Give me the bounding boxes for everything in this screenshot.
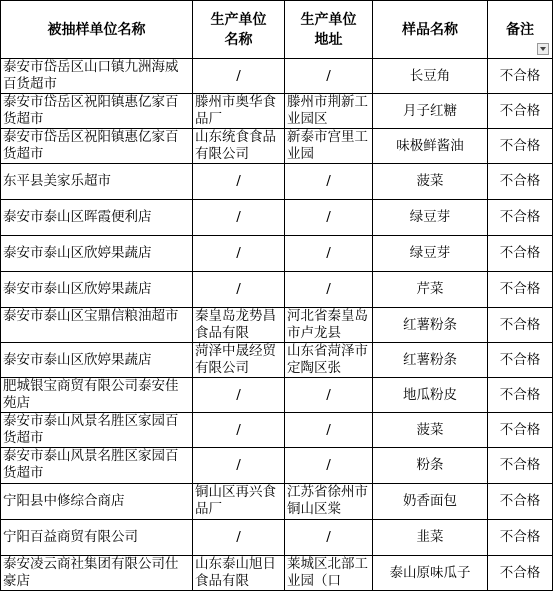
table-row — [1, 308, 553, 343]
cell-unit-text: 泰安市泰山区欣婷果蔬店 — [3, 281, 152, 297]
cell-unit-text: 泰安市泰山区晖霞便利店 — [3, 209, 152, 225]
cell-producer-address — [285, 484, 373, 520]
cell-producer-address-text: / — [326, 209, 331, 225]
cell-sample-name — [373, 236, 488, 272]
cell-sample-name-text: 泰山原味瓜子 — [389, 564, 471, 581]
cell-unit — [1, 556, 193, 591]
cell-producer-name — [193, 164, 285, 200]
cell-unit-text: 泰安市岱岳区祝阳镇惠亿家百货超市 — [3, 129, 179, 162]
cell-note — [488, 129, 553, 164]
cell-sample-name — [373, 129, 488, 164]
cell-producer-address-text: 莱城区北部工业园（口 — [287, 556, 368, 589]
cell-producer-name — [193, 129, 285, 164]
cell-sample-name-text: 红薯粉条 — [403, 351, 457, 368]
cell-sample-name-text: 菠菜 — [416, 421, 444, 438]
cell-note — [488, 200, 553, 236]
cell-note-text: 不合格 — [499, 564, 541, 581]
cell-note-text: 不合格 — [499, 529, 541, 545]
filter-dropdown-icon[interactable] — [537, 43, 549, 55]
cell-producer-address — [285, 164, 373, 200]
cell-note-text: 不合格 — [499, 457, 541, 473]
cell-unit — [1, 343, 193, 378]
cell-producer-address-text: 山东省菏泽市定陶区张 — [287, 343, 368, 376]
cell-sample-name-text: 菠菜 — [416, 173, 444, 189]
cell-sample-name-text: 韭菜 — [416, 529, 444, 545]
cell-note — [488, 59, 553, 94]
cell-note — [488, 484, 553, 520]
cell-sample-name-text: 绿豆芽 — [409, 245, 451, 261]
header-unit: 被抽样单位名称 — [1, 1, 193, 59]
cell-sample-name — [373, 272, 488, 308]
cell-unit-text: 泰安凌云商社集团有限公司仕豪店 — [3, 556, 179, 589]
table-row — [1, 556, 553, 591]
cell-note-text: 不合格 — [499, 245, 541, 261]
cell-producer-address-text: / — [326, 457, 331, 473]
cell-producer-name-text: / — [236, 529, 241, 545]
cell-unit-text: 宁阳百益商贸有限公司 — [3, 529, 138, 545]
cell-unit — [1, 413, 193, 448]
cell-producer-address — [285, 272, 373, 308]
cell-producer-address-text: / — [326, 421, 331, 438]
cell-sample-name — [373, 413, 488, 448]
cell-note-text: 不合格 — [499, 493, 541, 509]
cell-producer-address-text: / — [326, 529, 331, 545]
cell-producer-address — [285, 343, 373, 378]
cell-sample-name — [373, 200, 488, 236]
table-row — [1, 94, 553, 129]
cell-note-text: 不合格 — [499, 137, 541, 154]
cell-note-text: 不合格 — [499, 316, 541, 333]
cell-producer-name-text: 铜山区再兴食品厂 — [195, 484, 276, 517]
cell-sample-name — [373, 448, 488, 484]
cell-producer-name-text: 菏泽中晟经贸有限公司 — [195, 343, 276, 376]
cell-sample-name — [373, 556, 488, 591]
cell-sample-name — [373, 308, 488, 343]
cell-unit-text: 东平县美家乐超市 — [3, 173, 111, 189]
cell-unit-text: 泰安市岱岳区山口镇九洲海威百货超市 — [3, 59, 179, 92]
cell-note-text: 不合格 — [499, 102, 541, 119]
cell-producer-name — [193, 448, 285, 484]
cell-producer-name-text: / — [236, 67, 241, 84]
table-row — [1, 236, 553, 272]
table-row — [1, 520, 553, 556]
table-row — [1, 59, 553, 94]
cell-producer-name — [193, 378, 285, 413]
cell-unit-text: 泰安市泰山风景名胜区家园百货超市 — [3, 448, 179, 481]
cell-unit-text: 泰安市泰山风景名胜区家园百货超市 — [3, 413, 179, 446]
cell-unit — [1, 94, 193, 129]
cell-producer-name-text: 山东统食食品有限公司 — [195, 129, 276, 162]
cell-unit — [1, 236, 193, 272]
cell-producer-address — [285, 556, 373, 591]
cell-unit-text: 宁阳县中修综合商店 — [3, 493, 125, 509]
cell-producer-name-text: 滕州市奥华食品厂 — [195, 94, 276, 127]
cell-sample-name — [373, 484, 488, 520]
cell-producer-name — [193, 308, 285, 343]
table-row — [1, 164, 553, 200]
table-row — [1, 413, 553, 448]
cell-producer-address-text: / — [326, 67, 331, 84]
cell-unit — [1, 164, 193, 200]
cell-producer-name-text: / — [236, 421, 241, 438]
cell-sample-name — [373, 378, 488, 413]
cell-producer-name-text: / — [236, 457, 241, 473]
cell-note — [488, 343, 553, 378]
cell-note — [488, 164, 553, 200]
cell-sample-name — [373, 520, 488, 556]
cell-sample-name — [373, 59, 488, 94]
cell-note-text: 不合格 — [499, 173, 541, 189]
cell-unit — [1, 129, 193, 164]
cell-producer-name — [193, 272, 285, 308]
header-sample-name: 样品名称 — [373, 1, 488, 59]
cell-note-text: 不合格 — [499, 209, 541, 225]
cell-producer-name-text: / — [236, 209, 241, 225]
cell-producer-address — [285, 59, 373, 94]
cell-unit-text: 泰安市泰山区欣婷果蔬店 — [3, 351, 152, 368]
cell-producer-address — [285, 378, 373, 413]
cell-sample-name-text: 长豆角 — [409, 67, 451, 84]
cell-producer-address-text: 新泰市宫里工业园 — [287, 129, 368, 162]
cell-sample-name — [373, 343, 488, 378]
header-producer-name: 生产单位 名称 — [193, 1, 285, 59]
cell-sample-name-text: 绿豆芽 — [409, 209, 451, 225]
table-row — [1, 129, 553, 164]
cell-unit-text: 泰安市岱岳区祝阳镇惠亿家百货超市 — [3, 94, 179, 127]
header-row — [1, 1, 553, 59]
cell-note-text: 不合格 — [499, 281, 541, 297]
cell-producer-address — [285, 520, 373, 556]
cell-producer-address — [285, 413, 373, 448]
cell-note-text: 不合格 — [499, 67, 541, 84]
table-row — [1, 200, 553, 236]
cell-unit — [1, 484, 193, 520]
cell-producer-address — [285, 448, 373, 484]
cell-note — [488, 520, 553, 556]
cell-unit — [1, 448, 193, 484]
cell-note — [488, 556, 553, 591]
cell-producer-name — [193, 200, 285, 236]
table-row — [1, 484, 553, 520]
cell-producer-address-text: / — [326, 245, 331, 261]
cell-producer-address — [285, 94, 373, 129]
cell-unit — [1, 59, 193, 94]
cell-unit — [1, 308, 193, 343]
header-note-label: 备注 — [506, 21, 534, 38]
cell-producer-address-text: 滕州市荆新工业园区 — [287, 94, 368, 127]
cell-sample-name-text: 红薯粉条 — [403, 316, 457, 333]
cell-unit — [1, 272, 193, 308]
cell-sample-name-text: 奶香面包 — [403, 493, 457, 509]
cell-sample-name — [373, 164, 488, 200]
cell-note — [488, 378, 553, 413]
cell-producer-address — [285, 308, 373, 343]
cell-producer-name-text: / — [236, 386, 241, 403]
cell-producer-address — [285, 129, 373, 164]
cell-sample-name — [373, 94, 488, 129]
table-row — [1, 272, 553, 308]
cell-producer-address-text: 河北省秦皇岛市卢龙县 — [287, 308, 368, 341]
header-producer-address: 生产单位 地址 — [285, 1, 373, 59]
cell-producer-name — [193, 94, 285, 129]
cell-sample-name-text: 味极鲜酱油 — [396, 137, 464, 154]
cell-unit — [1, 520, 193, 556]
cell-producer-name — [193, 484, 285, 520]
cell-note — [488, 448, 553, 484]
cell-producer-name-text: 山东泰山旭日食品有限 — [195, 556, 276, 589]
cell-note — [488, 413, 553, 448]
header-note[interactable] — [488, 1, 553, 59]
cell-unit-text: 泰安市泰山区欣婷果蔬店 — [3, 245, 152, 261]
cell-producer-address-text: / — [326, 281, 331, 297]
cell-producer-address — [285, 200, 373, 236]
cell-producer-address-text: / — [326, 173, 331, 189]
cell-unit-text: 泰安市泰山区宝鼎信粮油超市 — [3, 308, 179, 324]
cell-sample-name-text: 地瓜粉皮 — [403, 386, 457, 403]
cell-note-text: 不合格 — [499, 421, 541, 438]
cell-producer-name-text: 秦皇岛龙势昌食品有限 — [195, 308, 276, 341]
cell-producer-name-text: / — [236, 281, 241, 297]
table-row — [1, 343, 553, 378]
cell-producer-name — [193, 236, 285, 272]
cell-unit-text: 肥城银宝商贸有限公司泰安佳苑店 — [3, 378, 179, 411]
cell-producer-name — [193, 413, 285, 448]
cell-producer-name-text: / — [236, 173, 241, 189]
cell-note — [488, 308, 553, 343]
cell-note — [488, 272, 553, 308]
cell-note-text: 不合格 — [499, 351, 541, 368]
cell-producer-name — [193, 556, 285, 591]
cell-note — [488, 94, 553, 129]
cell-producer-address — [285, 236, 373, 272]
cell-note — [488, 236, 553, 272]
cell-producer-name-text: / — [236, 245, 241, 261]
cell-producer-address-text: / — [326, 386, 331, 403]
cell-producer-name — [193, 520, 285, 556]
cell-sample-name-text: 月子红糖 — [403, 102, 457, 119]
cell-unit — [1, 378, 193, 413]
cell-producer-name — [193, 59, 285, 94]
cell-unit — [1, 200, 193, 236]
cell-sample-name-text: 粉条 — [416, 457, 444, 473]
table-row — [1, 378, 553, 413]
cell-producer-address-text: 江苏省徐州市铜山区棠 — [287, 484, 368, 517]
cell-note-text: 不合格 — [499, 386, 541, 403]
table-row — [1, 448, 553, 484]
cell-sample-name-text: 芹菜 — [416, 281, 444, 297]
cell-producer-name — [193, 343, 285, 378]
